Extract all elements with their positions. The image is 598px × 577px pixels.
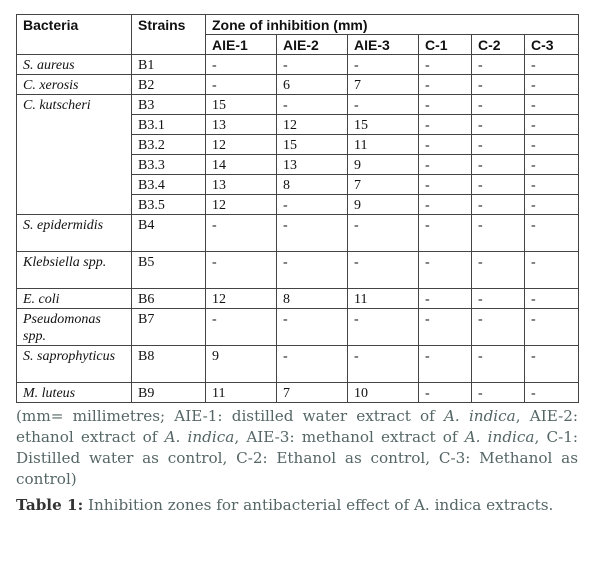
value-cell: - xyxy=(525,289,579,309)
value-cell: - xyxy=(419,252,472,289)
inhibition-zone-table xyxy=(16,14,579,403)
footnote-text: (mm= millimetres; AIE-1: distilled water extract of xyxy=(16,407,444,425)
value-cell: - xyxy=(277,55,348,75)
strain-cell: B8 xyxy=(132,346,206,383)
value-cell: - xyxy=(472,383,525,403)
value-cell: - xyxy=(277,215,348,252)
value-cell: 10 xyxy=(348,383,419,403)
value-cell: - xyxy=(348,346,419,383)
value-cell: - xyxy=(525,135,579,155)
value-cell: - xyxy=(419,155,472,175)
value-cell: - xyxy=(525,55,579,75)
table-row xyxy=(17,95,579,115)
table-row xyxy=(17,383,579,403)
strain-cell: B3.2 xyxy=(132,135,206,155)
value-cell: 13 xyxy=(277,155,348,175)
value-cell: - xyxy=(348,95,419,115)
strain-cell: B6 xyxy=(132,289,206,309)
value-cell: 9 xyxy=(348,195,419,215)
header-zone-of-inhibition: Zone of inhibition (mm) xyxy=(206,15,579,35)
table-body xyxy=(17,55,579,403)
bacteria-cell: Klebsiella spp. xyxy=(17,252,132,289)
value-cell: - xyxy=(206,252,277,289)
table-row xyxy=(17,309,579,346)
bacteria-cell: Pseudomonas spp. xyxy=(17,309,132,346)
table-footnote xyxy=(16,406,578,490)
value-cell: - xyxy=(472,195,525,215)
value-cell: - xyxy=(277,346,348,383)
header-col-c1: C-1 xyxy=(419,35,472,55)
value-cell: - xyxy=(525,115,579,135)
value-cell: 13 xyxy=(206,175,277,195)
header-col-aie1: AIE-1 xyxy=(206,35,277,55)
table-caption-label: Table 1: xyxy=(16,496,84,514)
strain-cell: B3 xyxy=(132,95,206,115)
value-cell: - xyxy=(472,115,525,135)
strain-cell: B9 xyxy=(132,383,206,403)
value-cell: 15 xyxy=(277,135,348,155)
value-cell: - xyxy=(525,195,579,215)
value-cell: - xyxy=(419,383,472,403)
footnote-text: , AIE-2: ethanol extract of xyxy=(16,407,578,446)
species-name: A. indica xyxy=(443,407,516,425)
value-cell: 11 xyxy=(206,383,277,403)
value-cell: - xyxy=(419,75,472,95)
value-cell: - xyxy=(472,215,525,252)
value-cell: - xyxy=(419,115,472,135)
value-cell: 9 xyxy=(206,346,277,383)
value-cell: 7 xyxy=(277,383,348,403)
value-cell: - xyxy=(472,289,525,309)
value-cell: - xyxy=(472,346,525,383)
table-caption-text: Inhibition zones for antibacterial effect of A. indica extracts. xyxy=(83,496,554,514)
value-cell: - xyxy=(419,215,472,252)
value-cell: 11 xyxy=(348,289,419,309)
value-cell: - xyxy=(206,75,277,95)
bacteria-cell: S. aureus xyxy=(17,55,132,75)
header-col-aie3: AIE-3 xyxy=(348,35,419,55)
value-cell: - xyxy=(206,215,277,252)
species-name: A. indica xyxy=(464,428,535,446)
species-name: A. indica xyxy=(164,428,235,446)
table-row xyxy=(17,346,579,383)
footnote-text: , C-1: Distilled water as control, C-2: Ethanol as control, C-3: Methanol as control) xyxy=(16,428,578,488)
value-cell: 7 xyxy=(348,175,419,195)
strain-cell: B3.3 xyxy=(132,155,206,175)
value-cell: - xyxy=(525,383,579,403)
bacteria-cell: M. luteus xyxy=(17,383,132,403)
strain-cell: B3.1 xyxy=(132,115,206,135)
value-cell: - xyxy=(348,215,419,252)
value-cell: - xyxy=(206,309,277,346)
value-cell: - xyxy=(525,155,579,175)
value-cell: - xyxy=(472,252,525,289)
strain-cell: B3.5 xyxy=(132,195,206,215)
value-cell: - xyxy=(277,252,348,289)
value-cell: 6 xyxy=(277,75,348,95)
table-row xyxy=(17,215,579,252)
table-row xyxy=(17,252,579,289)
strain-cell: B5 xyxy=(132,252,206,289)
value-cell: - xyxy=(525,346,579,383)
value-cell: - xyxy=(525,215,579,252)
value-cell: 12 xyxy=(206,195,277,215)
value-cell: - xyxy=(472,55,525,75)
value-cell: - xyxy=(348,309,419,346)
value-cell: 8 xyxy=(277,175,348,195)
value-cell: - xyxy=(525,175,579,195)
value-cell: 12 xyxy=(206,289,277,309)
table-caption xyxy=(16,495,578,516)
value-cell: 9 xyxy=(348,155,419,175)
value-cell: - xyxy=(472,75,525,95)
footnote-text: , AIE-3: methanol extract of xyxy=(234,428,465,446)
strain-cell: B7 xyxy=(132,309,206,346)
header-bacteria: Bacteria xyxy=(17,15,132,55)
value-cell: 15 xyxy=(206,95,277,115)
value-cell: - xyxy=(472,155,525,175)
value-cell: - xyxy=(419,175,472,195)
value-cell: - xyxy=(419,95,472,115)
value-cell: 7 xyxy=(348,75,419,95)
value-cell: 12 xyxy=(206,135,277,155)
value-cell: - xyxy=(419,135,472,155)
document-body xyxy=(16,14,578,516)
value-cell: - xyxy=(277,309,348,346)
value-cell: - xyxy=(206,55,277,75)
value-cell: - xyxy=(419,55,472,75)
value-cell: - xyxy=(348,55,419,75)
value-cell: - xyxy=(472,135,525,155)
value-cell: - xyxy=(419,195,472,215)
value-cell: - xyxy=(472,175,525,195)
strain-cell: B4 xyxy=(132,215,206,252)
value-cell: - xyxy=(472,309,525,346)
value-cell: - xyxy=(525,309,579,346)
value-cell: - xyxy=(525,75,579,95)
bacteria-cell: S. saprophyticus xyxy=(17,346,132,383)
value-cell: - xyxy=(525,252,579,289)
value-cell: 14 xyxy=(206,155,277,175)
value-cell: 15 xyxy=(348,115,419,135)
bacteria-cell: S. epidermidis xyxy=(17,215,132,252)
value-cell: - xyxy=(419,346,472,383)
header-strains: Strains xyxy=(132,15,206,55)
bacteria-cell: C. xerosis xyxy=(17,75,132,95)
value-cell: - xyxy=(525,95,579,115)
header-col-c3: C-3 xyxy=(525,35,579,55)
table-row xyxy=(17,55,579,75)
bacteria-cell: E. coli xyxy=(17,289,132,309)
value-cell: - xyxy=(277,95,348,115)
bacteria-cell: C. kutscheri xyxy=(17,95,132,215)
strain-cell: B2 xyxy=(132,75,206,95)
value-cell: - xyxy=(419,289,472,309)
value-cell: - xyxy=(348,252,419,289)
value-cell: - xyxy=(419,309,472,346)
value-cell: - xyxy=(277,195,348,215)
value-cell: 8 xyxy=(277,289,348,309)
header-col-aie2: AIE-2 xyxy=(277,35,348,55)
strain-cell: B3.4 xyxy=(132,175,206,195)
table-row xyxy=(17,75,579,95)
header-col-c2: C-2 xyxy=(472,35,525,55)
strain-cell: B1 xyxy=(132,55,206,75)
value-cell: 13 xyxy=(206,115,277,135)
value-cell: - xyxy=(472,95,525,115)
value-cell: 12 xyxy=(277,115,348,135)
table-row xyxy=(17,289,579,309)
value-cell: 11 xyxy=(348,135,419,155)
header-row-1 xyxy=(17,15,579,35)
